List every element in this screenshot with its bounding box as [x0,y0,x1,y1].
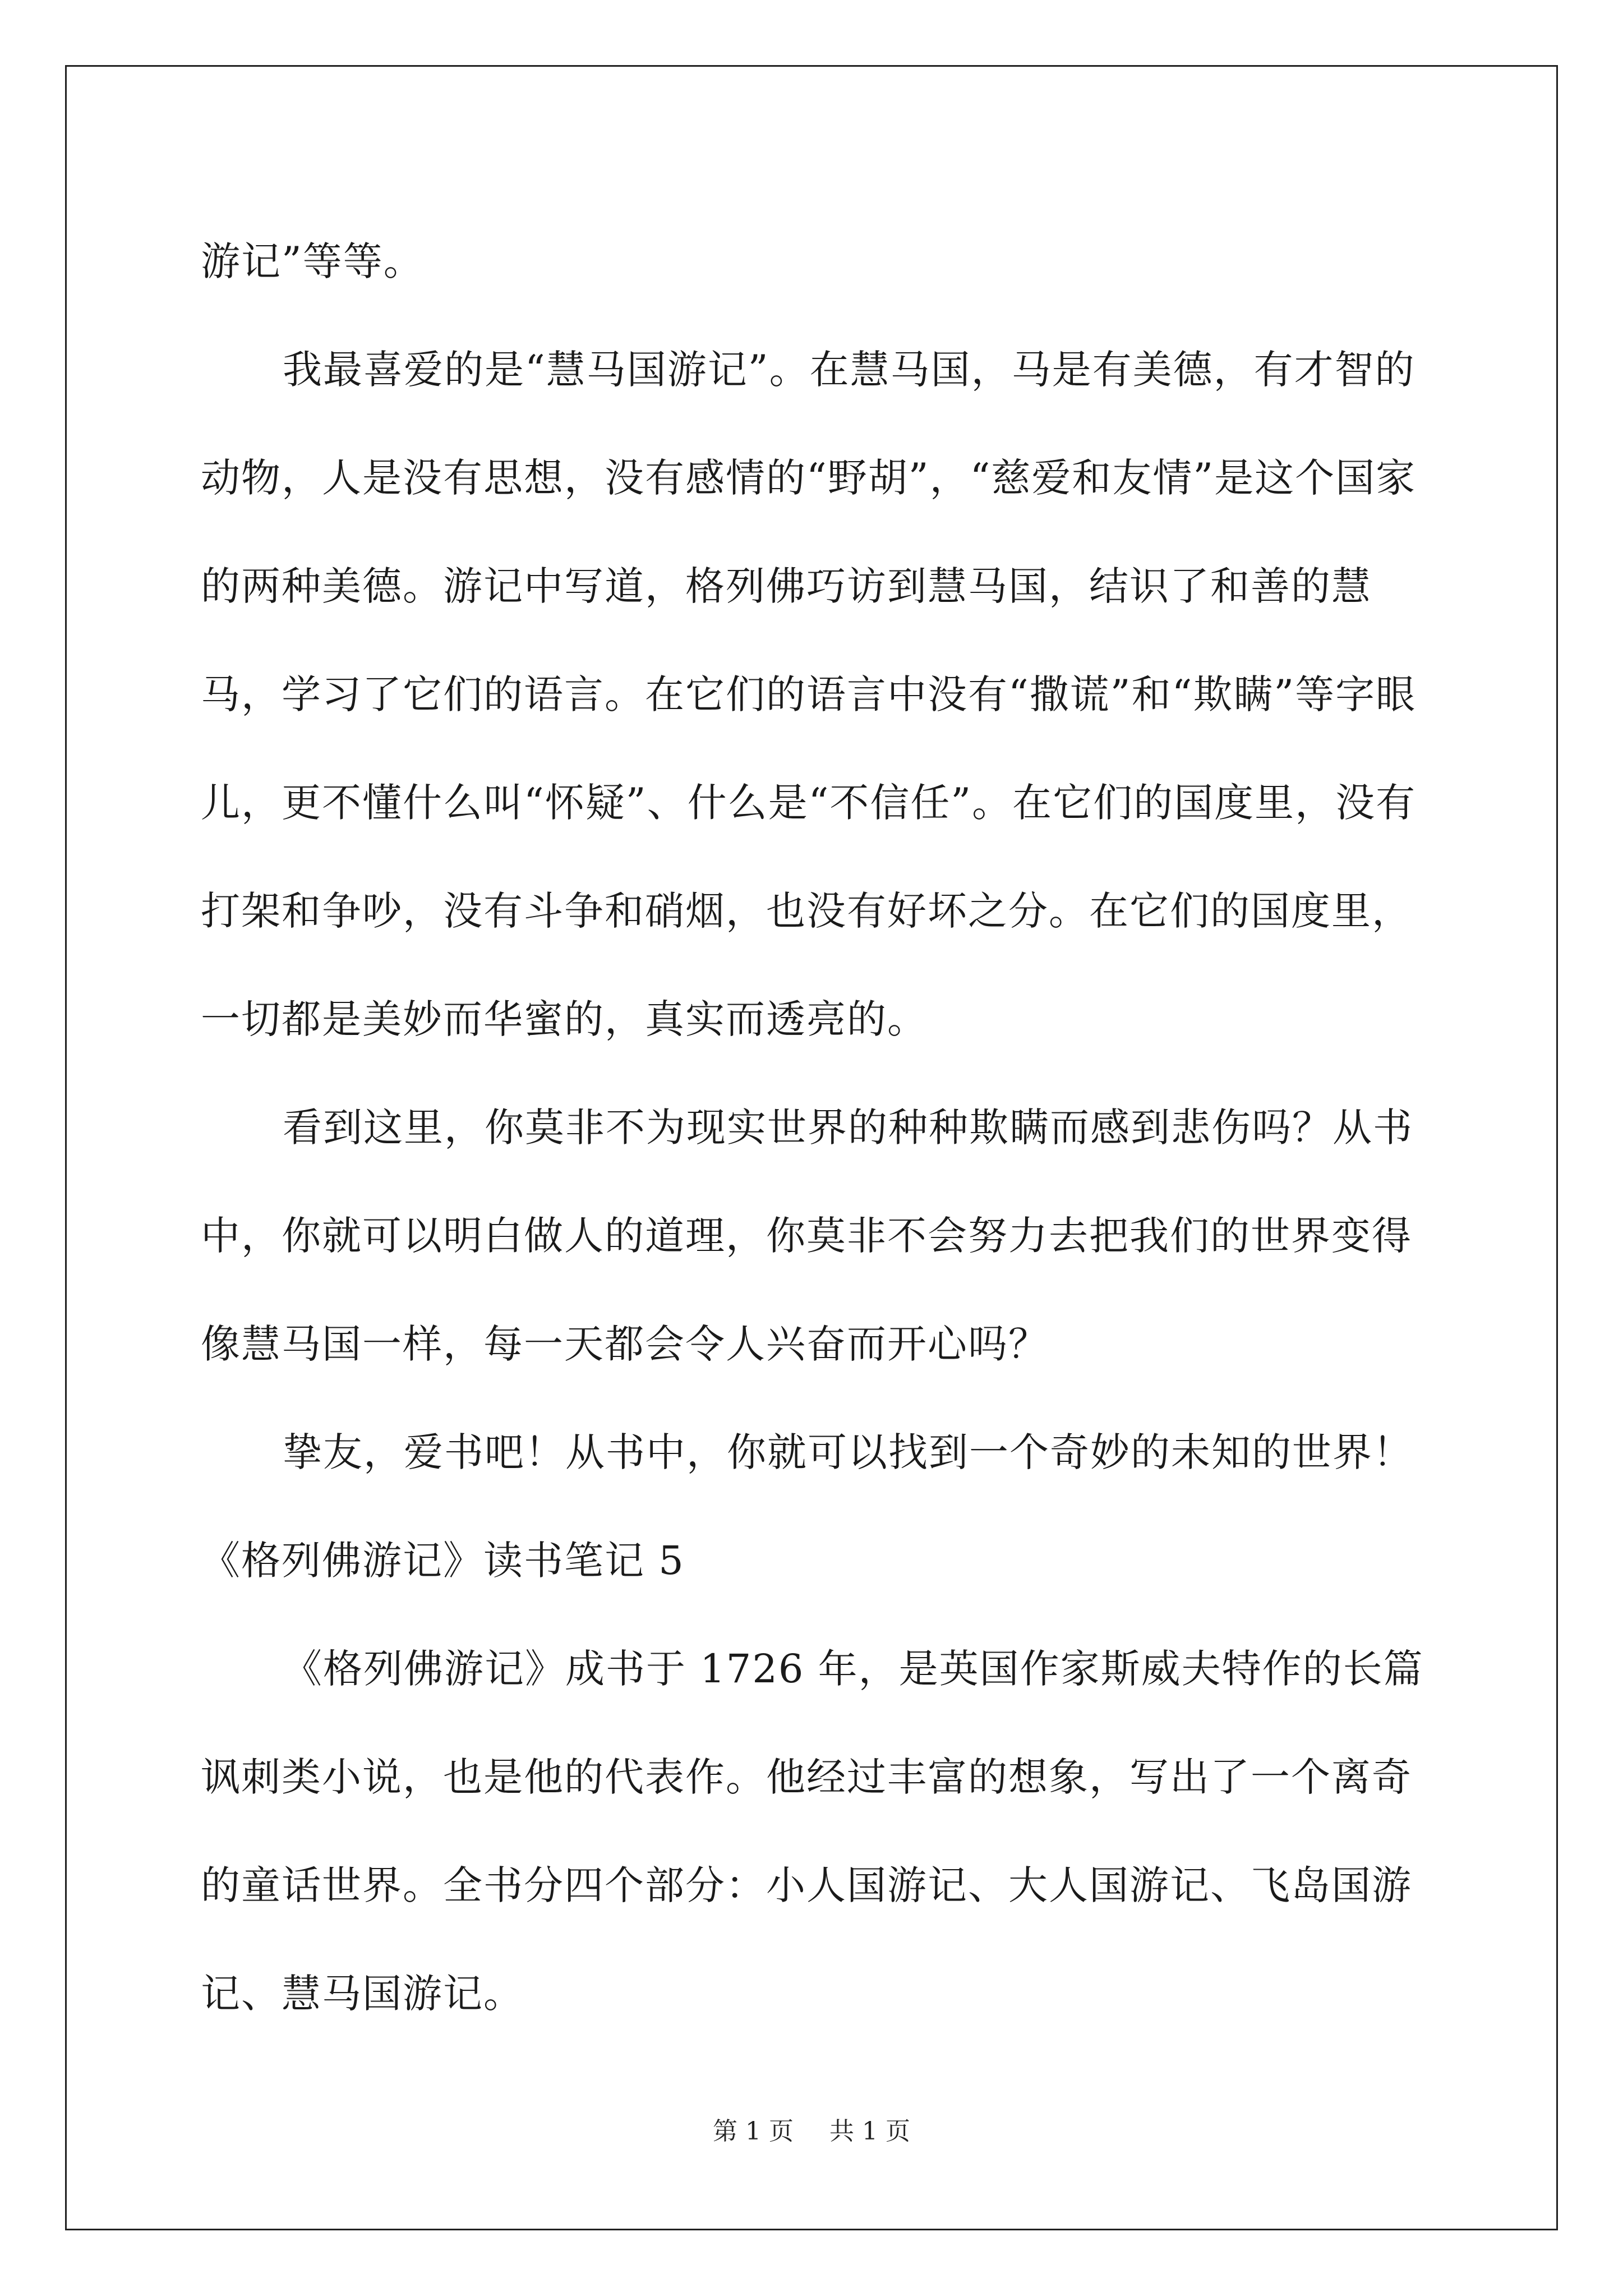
paragraph-huima-country: 我最喜爱的是“慧马国游记”。在慧马国，马是有美德，有才智的动物，人是没有思想，没有感情的“野胡”，“慈爱和友情”是这个国家的两种美德。游记中写道，格列佛巧访到慧马国，结识了和善的慧马，学习了它们的语言。在它们的语言中没有“撒谎”和“欺瞒”等字眼儿，更不懂什么叫“怀疑”、什么是“不信任”。在它们的国度里，没有打架和争吵，没有斗争和硝烟，也没有好坏之分。在它们的国度里，一切都是美妙而华蜜的，真实而透亮的。 [201,347,1417,1042]
page-footer [0,2115,1623,2148]
paragraph-book-intro: 《格列佛游记》成书于 1726 年，是英国作家斯威夫特作的长篇讽刺类小说，也是他的代表作。他经过丰富的想象，写出了一个离奇的童话世界。全书分四个部分：小人国游记、大人国游记、飞岛国游记、慧马国游记。 [201,1646,1424,2017]
paragraph-reflection: 看到这里，你莫非不为现实世界的种种欺瞒而感到悲伤吗？从书中，你就可以明白做人的道理，你莫非不会努力去把我们的世界变得像慧马国一样，每一天都会令人兴奋而开心吗？ [201,1105,1413,1367]
section-title: 《格列佛游记》读书笔记 5 [201,1538,685,1584]
paragraph-closing: 挚友，爱书吧！从书中，你就可以找到一个奇妙的未知的世界！ [283,1429,1413,1475]
document-body [201,208,1446,2048]
page-number: 第 1 页 [713,2117,794,2146]
page-total: 共 1 页 [829,2117,910,2146]
paragraph-continuation: 游记”等等。 [201,238,424,284]
